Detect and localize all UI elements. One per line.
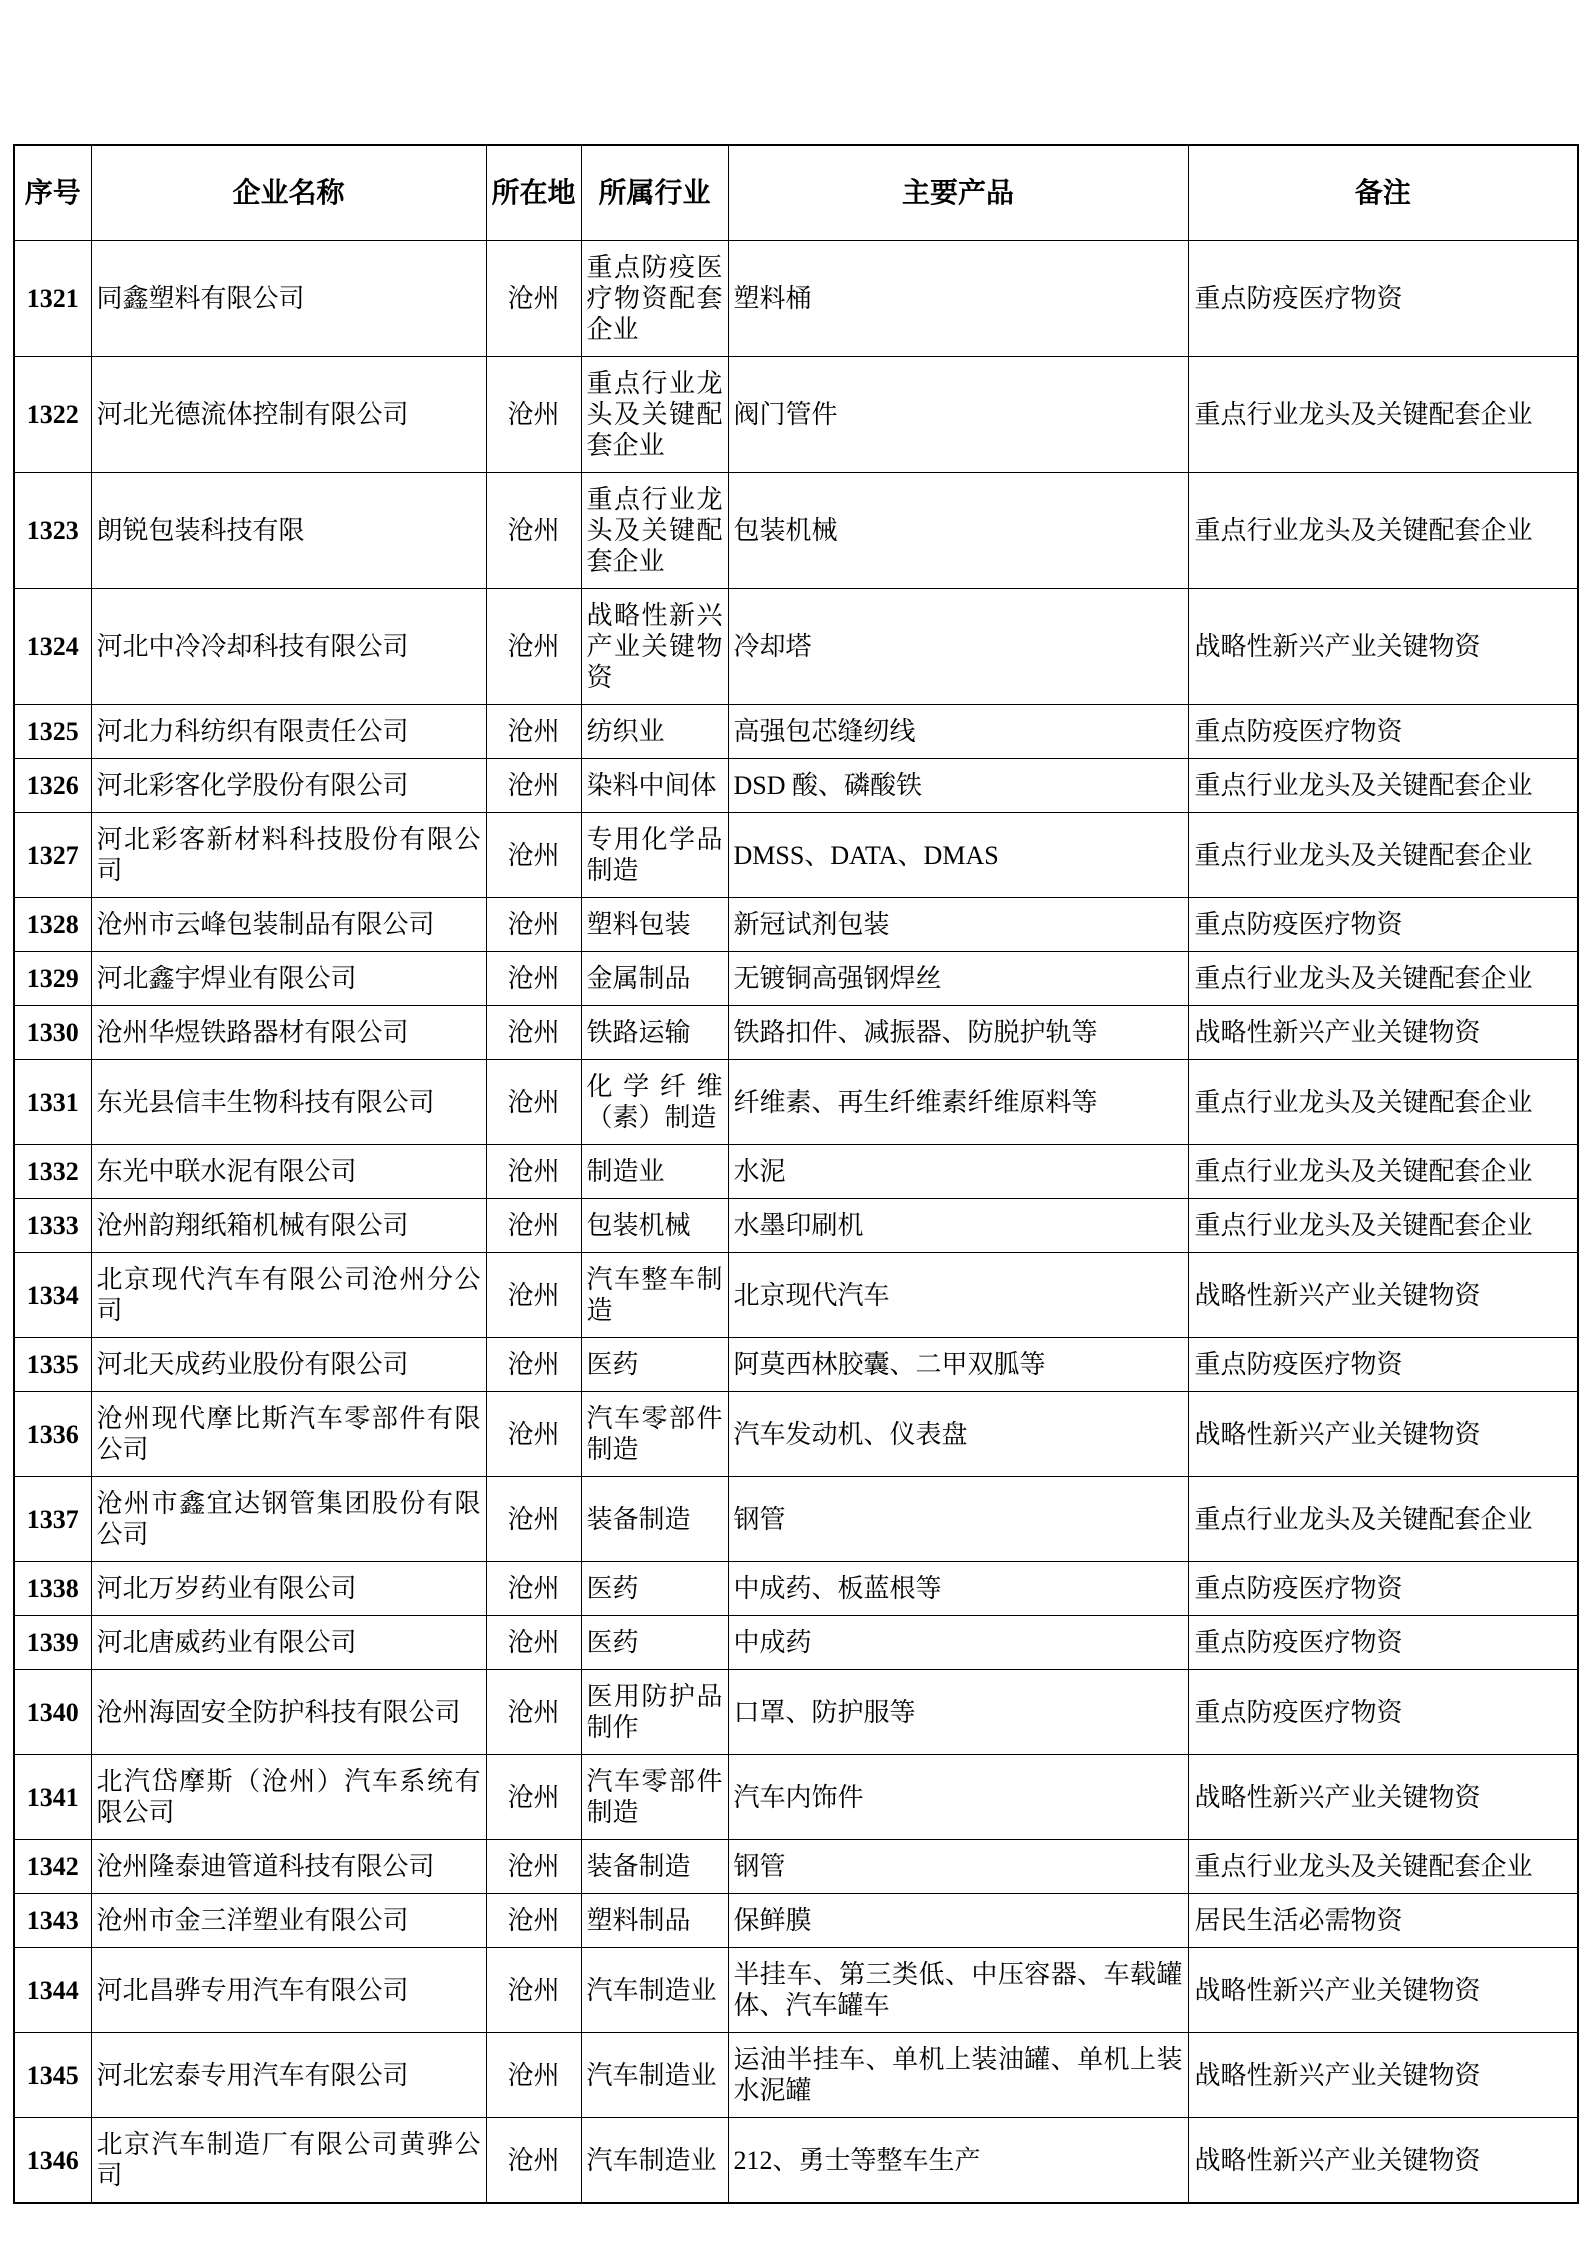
index-cell: 1339 [14, 1616, 91, 1670]
table-row [14, 2118, 1578, 2204]
products-cell: 阀门管件 [728, 357, 1188, 473]
header-location: 所在地 [486, 145, 581, 241]
company-name-cell: 朗锐包装科技有限 [91, 473, 486, 589]
table-row [14, 241, 1578, 357]
index-cell: 1340 [14, 1670, 91, 1755]
products-cell: 半挂车、第三类低、中压容器、车载罐体、汽车罐车 [728, 1948, 1188, 2033]
index-cell: 1332 [14, 1145, 91, 1199]
table-row [14, 1894, 1578, 1948]
industry-cell: 汽车零部件制造 [581, 1755, 728, 1840]
company-name-cell: 同鑫塑料有限公司 [91, 241, 486, 357]
remark-cell: 重点行业龙头及关键配套企业 [1188, 813, 1578, 898]
location-cell: 沧州 [486, 1338, 581, 1392]
location-cell: 沧州 [486, 241, 581, 357]
products-cell: 无镀铜高强钢焊丝 [728, 952, 1188, 1006]
index-cell: 1345 [14, 2033, 91, 2118]
location-cell: 沧州 [486, 1392, 581, 1477]
index-cell: 1346 [14, 2118, 91, 2204]
products-cell: 水泥 [728, 1145, 1188, 1199]
company-name-cell: 河北唐威药业有限公司 [91, 1616, 486, 1670]
table-row [14, 1616, 1578, 1670]
remark-cell: 重点行业龙头及关键配套企业 [1188, 952, 1578, 1006]
index-cell: 1323 [14, 473, 91, 589]
index-cell: 1335 [14, 1338, 91, 1392]
remark-cell: 重点行业龙头及关键配套企业 [1188, 1199, 1578, 1253]
location-cell: 沧州 [486, 1840, 581, 1894]
index-cell: 1324 [14, 589, 91, 705]
company-name-cell: 沧州市鑫宜达钢管集团股份有限公司 [91, 1477, 486, 1562]
location-cell: 沧州 [486, 1894, 581, 1948]
index-cell: 1329 [14, 952, 91, 1006]
index-cell: 1343 [14, 1894, 91, 1948]
location-cell: 沧州 [486, 1477, 581, 1562]
remark-cell: 重点防疫医疗物资 [1188, 1338, 1578, 1392]
index-cell: 1333 [14, 1199, 91, 1253]
table-row [14, 473, 1578, 589]
industry-cell: 染料中间体 [581, 759, 728, 813]
remark-cell: 重点行业龙头及关键配套企业 [1188, 473, 1578, 589]
table-row [14, 813, 1578, 898]
industry-cell: 医药 [581, 1338, 728, 1392]
products-cell: 高强包芯缝纫线 [728, 705, 1188, 759]
remark-cell: 重点防疫医疗物资 [1188, 705, 1578, 759]
products-cell: 中成药、板蓝根等 [728, 1562, 1188, 1616]
table-row [14, 1477, 1578, 1562]
industry-cell: 装备制造 [581, 1477, 728, 1562]
table-row [14, 1755, 1578, 1840]
products-cell: 钢管 [728, 1477, 1188, 1562]
table-row [14, 1840, 1578, 1894]
industry-cell: 包装机械 [581, 1199, 728, 1253]
products-cell: 北京现代汽车 [728, 1253, 1188, 1338]
industry-cell: 医药 [581, 1562, 728, 1616]
header-products: 主要产品 [728, 145, 1188, 241]
company-name-cell: 东光中联水泥有限公司 [91, 1145, 486, 1199]
industry-cell: 汽车制造业 [581, 2118, 728, 2204]
location-cell: 沧州 [486, 1060, 581, 1145]
remark-cell: 重点防疫医疗物资 [1188, 241, 1578, 357]
remark-cell: 重点行业龙头及关键配套企业 [1188, 1477, 1578, 1562]
products-cell: DSD 酸、磷酸铁 [728, 759, 1188, 813]
remark-cell: 重点防疫医疗物资 [1188, 1562, 1578, 1616]
products-cell: 汽车发动机、仪表盘 [728, 1392, 1188, 1477]
remark-cell: 战略性新兴产业关键物资 [1188, 2118, 1578, 2204]
industry-cell: 装备制造 [581, 1840, 728, 1894]
index-cell: 1341 [14, 1755, 91, 1840]
table-row [14, 1948, 1578, 2033]
remark-cell: 居民生活必需物资 [1188, 1894, 1578, 1948]
index-cell: 1336 [14, 1392, 91, 1477]
remark-cell: 重点行业龙头及关键配套企业 [1188, 1840, 1578, 1894]
company-name-cell: 北汽岱摩斯（沧州）汽车系统有限公司 [91, 1755, 486, 1840]
industry-cell: 纺织业 [581, 705, 728, 759]
index-cell: 1331 [14, 1060, 91, 1145]
index-cell: 1337 [14, 1477, 91, 1562]
company-name-cell: 沧州华煜铁路器材有限公司 [91, 1006, 486, 1060]
location-cell: 沧州 [486, 1199, 581, 1253]
industry-cell: 重点行业龙头及关键配套企业 [581, 357, 728, 473]
location-cell: 沧州 [486, 952, 581, 1006]
table-row [14, 1338, 1578, 1392]
table-row [14, 898, 1578, 952]
industry-cell: 汽车零部件制造 [581, 1392, 728, 1477]
products-cell: 水墨印刷机 [728, 1199, 1188, 1253]
company-name-cell: 沧州现代摩比斯汽车零部件有限公司 [91, 1392, 486, 1477]
company-name-cell: 河北彩客新材料科技股份有限公司 [91, 813, 486, 898]
remark-cell: 重点行业龙头及关键配套企业 [1188, 1145, 1578, 1199]
company-name-cell: 北京现代汽车有限公司沧州分公司 [91, 1253, 486, 1338]
company-name-cell: 沧州市金三洋塑业有限公司 [91, 1894, 486, 1948]
company-name-cell: 河北中冷冷却科技有限公司 [91, 589, 486, 705]
location-cell: 沧州 [486, 2118, 581, 2204]
company-name-cell: 东光县信丰生物科技有限公司 [91, 1060, 486, 1145]
header-industry: 所属行业 [581, 145, 728, 241]
products-cell: 保鲜膜 [728, 1894, 1188, 1948]
location-cell: 沧州 [486, 1253, 581, 1338]
index-cell: 1326 [14, 759, 91, 813]
products-cell: 运油半挂车、单机上装油罐、单机上装水泥罐 [728, 2033, 1188, 2118]
location-cell: 沧州 [486, 813, 581, 898]
index-cell: 1338 [14, 1562, 91, 1616]
products-cell: 阿莫西林胶囊、二甲双胍等 [728, 1338, 1188, 1392]
remark-cell: 重点行业龙头及关键配套企业 [1188, 759, 1578, 813]
table-row [14, 357, 1578, 473]
location-cell: 沧州 [486, 1006, 581, 1060]
table-header [14, 145, 1578, 241]
company-name-cell: 沧州市云峰包装制品有限公司 [91, 898, 486, 952]
location-cell: 沧州 [486, 357, 581, 473]
location-cell: 沧州 [486, 1145, 581, 1199]
table-row [14, 705, 1578, 759]
products-cell: DMSS、DATA、DMAS [728, 813, 1188, 898]
company-name-cell: 河北光德流体控制有限公司 [91, 357, 486, 473]
header-row [14, 145, 1578, 241]
company-name-cell: 河北宏泰专用汽车有限公司 [91, 2033, 486, 2118]
industry-cell: 医药 [581, 1616, 728, 1670]
products-cell: 212、勇士等整车生产 [728, 2118, 1188, 2204]
header-index: 序号 [14, 145, 91, 241]
company-name-cell: 北京汽车制造厂有限公司黄骅公司 [91, 2118, 486, 2204]
remark-cell: 战略性新兴产业关键物资 [1188, 1755, 1578, 1840]
location-cell: 沧州 [486, 473, 581, 589]
table-row [14, 1199, 1578, 1253]
industry-cell: 制造业 [581, 1145, 728, 1199]
table-body [14, 241, 1578, 2204]
products-cell: 塑料桶 [728, 241, 1188, 357]
industry-cell: 塑料包装 [581, 898, 728, 952]
company-name-cell: 河北力科纺织有限责任公司 [91, 705, 486, 759]
products-cell: 中成药 [728, 1616, 1188, 1670]
index-cell: 1334 [14, 1253, 91, 1338]
remark-cell: 重点防疫医疗物资 [1188, 1616, 1578, 1670]
index-cell: 1321 [14, 241, 91, 357]
industry-cell: 塑料制品 [581, 1894, 728, 1948]
table-row [14, 1145, 1578, 1199]
industry-cell: 汽车整车制造 [581, 1253, 728, 1338]
products-cell: 包装机械 [728, 473, 1188, 589]
company-name-cell: 河北彩客化学股份有限公司 [91, 759, 486, 813]
products-cell: 新冠试剂包装 [728, 898, 1188, 952]
industry-cell: 专用化学品制造 [581, 813, 728, 898]
index-cell: 1327 [14, 813, 91, 898]
header-company-name: 企业名称 [91, 145, 486, 241]
table-row [14, 1392, 1578, 1477]
products-cell: 纤维素、再生纤维素纤维原料等 [728, 1060, 1188, 1145]
location-cell: 沧州 [486, 1616, 581, 1670]
industry-cell: 铁路运输 [581, 1006, 728, 1060]
products-cell: 冷却塔 [728, 589, 1188, 705]
table-row [14, 952, 1578, 1006]
company-name-cell: 沧州海固安全防护科技有限公司 [91, 1670, 486, 1755]
remark-cell: 战略性新兴产业关键物资 [1188, 1392, 1578, 1477]
location-cell: 沧州 [486, 705, 581, 759]
company-name-cell: 沧州韵翔纸箱机械有限公司 [91, 1199, 486, 1253]
remark-cell: 重点行业龙头及关键配套企业 [1188, 1060, 1578, 1145]
products-cell: 铁路扣件、减振器、防脱护轨等 [728, 1006, 1188, 1060]
remark-cell: 战略性新兴产业关键物资 [1188, 1006, 1578, 1060]
location-cell: 沧州 [486, 1670, 581, 1755]
location-cell: 沧州 [486, 898, 581, 952]
table-row [14, 1670, 1578, 1755]
industry-cell: 战略性新兴产业关键物资 [581, 589, 728, 705]
index-cell: 1344 [14, 1948, 91, 2033]
location-cell: 沧州 [486, 1948, 581, 2033]
remark-cell: 重点行业龙头及关键配套企业 [1188, 357, 1578, 473]
location-cell: 沧州 [486, 589, 581, 705]
company-name-cell: 河北万岁药业有限公司 [91, 1562, 486, 1616]
table-row [14, 759, 1578, 813]
table-row [14, 1562, 1578, 1616]
remark-cell: 战略性新兴产业关键物资 [1188, 1253, 1578, 1338]
location-cell: 沧州 [486, 1755, 581, 1840]
company-name-cell: 河北天成药业股份有限公司 [91, 1338, 486, 1392]
industry-cell: 金属制品 [581, 952, 728, 1006]
remark-cell: 重点防疫医疗物资 [1188, 1670, 1578, 1755]
location-cell: 沧州 [486, 1562, 581, 1616]
remark-cell: 战略性新兴产业关键物资 [1188, 589, 1578, 705]
index-cell: 1325 [14, 705, 91, 759]
products-cell: 口罩、防护服等 [728, 1670, 1188, 1755]
industry-cell: 医用防护品制作 [581, 1670, 728, 1755]
industry-cell: 汽车制造业 [581, 2033, 728, 2118]
table-row [14, 1006, 1578, 1060]
products-cell: 钢管 [728, 1840, 1188, 1894]
remark-cell: 战略性新兴产业关键物资 [1188, 1948, 1578, 2033]
table-row [14, 1253, 1578, 1338]
index-cell: 1328 [14, 898, 91, 952]
industry-cell: 汽车制造业 [581, 1948, 728, 2033]
company-name-cell: 沧州隆泰迪管道科技有限公司 [91, 1840, 486, 1894]
products-cell: 汽车内饰件 [728, 1755, 1188, 1840]
location-cell: 沧州 [486, 759, 581, 813]
location-cell: 沧州 [486, 2033, 581, 2118]
remark-cell: 战略性新兴产业关键物资 [1188, 2033, 1578, 2118]
table-row [14, 2033, 1578, 2118]
table-row [14, 1060, 1578, 1145]
company-name-cell: 河北鑫宇焊业有限公司 [91, 952, 486, 1006]
industry-cell: 重点行业龙头及关键配套企业 [581, 473, 728, 589]
table-row [14, 589, 1578, 705]
index-cell: 1342 [14, 1840, 91, 1894]
enterprise-table [13, 144, 1579, 2204]
company-name-cell: 河北昌骅专用汽车有限公司 [91, 1948, 486, 2033]
industry-cell: 化学纤维（素）制造 [581, 1060, 728, 1145]
remark-cell: 重点防疫医疗物资 [1188, 898, 1578, 952]
index-cell: 1322 [14, 357, 91, 473]
index-cell: 1330 [14, 1006, 91, 1060]
industry-cell: 重点防疫医疗物资配套企业 [581, 241, 728, 357]
header-remark: 备注 [1188, 145, 1578, 241]
